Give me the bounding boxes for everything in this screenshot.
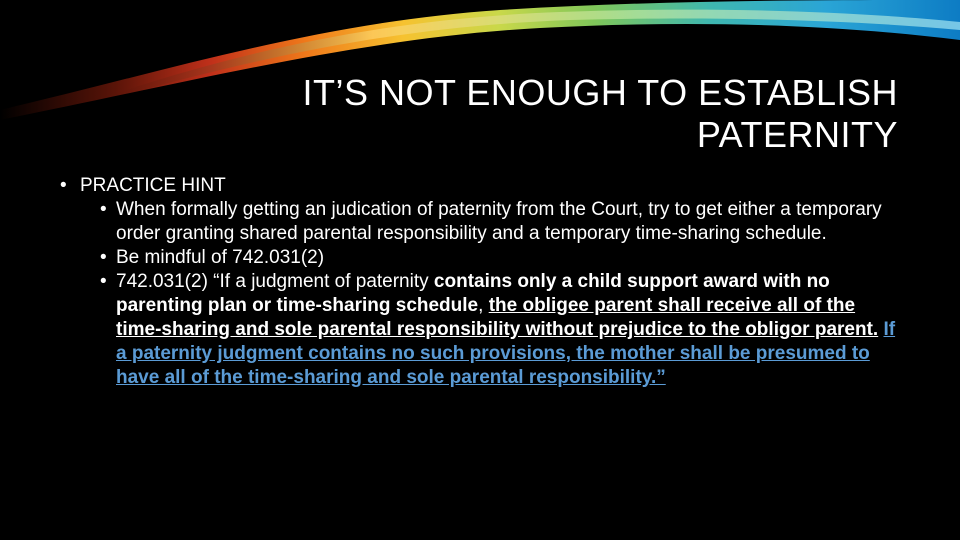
slide-title: IT’S NOT ENOUGH TO ESTABLISH PATERNITY: [302, 72, 898, 155]
sub-bullet-mindful: [60, 246, 900, 270]
statute-comma: ,: [478, 295, 489, 316]
statute-bold-phrase: contains only a child support award with no parenting plan or time-sharing schedule: [116, 271, 830, 316]
bullet-dot: •: [100, 199, 107, 220]
bullet-dot: •: [60, 175, 67, 196]
slide-body: [60, 174, 900, 390]
sub-bullet-text: When formally getting an judication of paternity from the Court, try to get either a temporary order granting shared parental responsibility and a temporary time-sharing schedule.: [116, 199, 882, 244]
sub-bullet-text: Be mindful of 742.031(2): [116, 247, 325, 268]
bullet-text: PRACTICE HINT: [80, 175, 226, 196]
statute-intro: 742.031(2) “If a judgment of paternity: [116, 271, 434, 292]
statute-underlined-phrase: the obligee parent shall receive all of the time-sharing and sole parental responsibility without prejudice to the obligor parent.: [116, 295, 879, 340]
bullet-practice-hint: [60, 174, 900, 198]
bullet-dot: •: [100, 247, 107, 268]
sub-bullet-statute-quote: [60, 270, 900, 390]
sub-bullet-judication: [60, 198, 900, 246]
bullet-dot: •: [100, 271, 107, 292]
statute-link[interactable]: If a paternity judgment contains no such provisions, the mother shall be presumed to have all of the time-sharing and sole parental responsibility.”: [116, 319, 896, 388]
